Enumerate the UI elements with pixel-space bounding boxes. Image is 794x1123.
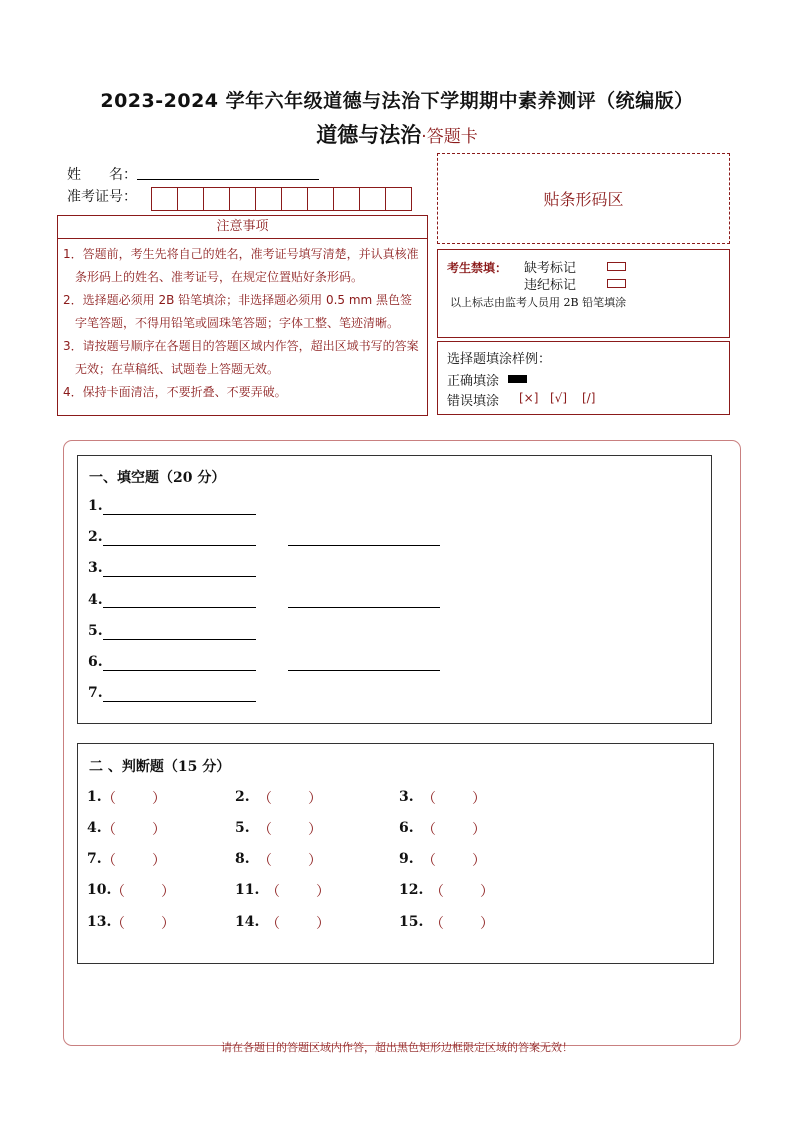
id-digit-box[interactable] (385, 187, 412, 211)
blank-number: 2. (88, 529, 103, 545)
answer-bracket[interactable]: （ ） (102, 822, 166, 838)
question-number: 14. (235, 914, 260, 930)
wrong-mark-x: [×] (519, 391, 539, 405)
id-digit-box[interactable] (151, 187, 178, 211)
answer-line[interactable] (103, 606, 256, 608)
question-number: 6. (399, 820, 414, 836)
question-number: 7. (87, 851, 102, 867)
notice-item: 2．选择题必须用 2B 铅笔填涂；非选择题必须用 0.5 mm 黑色签字笔答题，不得用铅笔或圆珠笔答题；字体工整、笔迹清晰。 (63, 293, 413, 330)
id-digit-box[interactable] (203, 187, 230, 211)
subject-name: 道德与法治 (316, 123, 422, 147)
subject-title (0, 119, 794, 149)
name-label: 姓 名： (67, 167, 137, 183)
answer-line[interactable] (103, 544, 256, 546)
name-field[interactable] (137, 178, 319, 180)
id-digit-box[interactable] (255, 187, 282, 211)
answer-line[interactable] (288, 544, 440, 546)
wrong-mark-check: [√] (550, 391, 568, 405)
section2-title: 二 、判断题（15 分） (89, 759, 231, 775)
id-number-boxes[interactable] (151, 187, 411, 211)
blank-number: 5. (88, 623, 103, 639)
answer-line[interactable] (288, 606, 440, 608)
answer-bracket[interactable]: （ ） (102, 853, 166, 869)
question-number: 12. (399, 882, 424, 898)
absent-label: 缺考标记 (524, 261, 577, 276)
absent-mark-box[interactable] (607, 262, 626, 271)
forbidden-fill-box (437, 249, 730, 338)
id-digit-box[interactable] (359, 187, 386, 211)
section1-title: 一、填空题（20 分） (89, 470, 226, 486)
question-number: 3. (399, 789, 414, 805)
forbidden-title: 考生禁填： (447, 261, 508, 275)
answer-bracket[interactable]: （ ） (422, 853, 486, 869)
blank-number: 3. (88, 560, 103, 576)
id-digit-box[interactable] (281, 187, 308, 211)
blank-number: 1. (88, 498, 103, 514)
notice-box (57, 215, 428, 416)
exam-title: 2023-2024 学年六年级道德与法治下学期期中素养测评（统编版） (100, 90, 694, 112)
question-number: 13. (87, 914, 112, 930)
answer-bracket[interactable]: （ ） (111, 916, 175, 932)
forbidden-note: 以上标志由监考人员用 2B 铅笔填涂 (450, 296, 627, 309)
question-number: 5. (235, 820, 250, 836)
answer-bracket[interactable]: （ ） (111, 884, 175, 900)
answer-bracket[interactable]: （ ） (102, 791, 166, 807)
correct-fill-sample (508, 375, 527, 383)
question-number: 2. (235, 789, 250, 805)
blank-number: 7. (88, 685, 103, 701)
question-number: 15. (399, 914, 424, 930)
question-number: 10. (87, 882, 112, 898)
fill-sample-box (437, 341, 730, 415)
sample-title: 选择题填涂样例： (447, 352, 552, 367)
answer-line[interactable] (103, 700, 256, 702)
notice-item: 1．答题前，考生先将自己的姓名，准考证号填写清楚，并认真核准条形码上的姓名、准考证号，在规定位置贴好条形码。 (63, 247, 419, 284)
judgement-section (77, 743, 714, 964)
violation-label: 违纪标记 (524, 278, 577, 293)
blank-number: 4. (88, 592, 103, 608)
wrong-mark-slash: [/] (582, 391, 596, 405)
answer-bracket[interactable]: （ ） (422, 791, 486, 807)
notice-title: 注意事项 (58, 216, 427, 239)
answer-line[interactable] (103, 513, 256, 515)
correct-fill-label: 正确填涂 (447, 374, 500, 389)
answer-bracket[interactable]: （ ） (258, 853, 322, 869)
blank-number: 6. (88, 654, 103, 670)
answer-line[interactable] (103, 575, 256, 577)
answer-bracket[interactable]: （ ） (430, 884, 494, 900)
answer-bracket[interactable]: （ ） (430, 916, 494, 932)
question-number: 4. (87, 820, 102, 836)
question-number: 9. (399, 851, 414, 867)
answer-bracket[interactable]: （ ） (258, 791, 322, 807)
answer-bracket[interactable]: （ ） (258, 822, 322, 838)
notice-item: 3．请按题号顺序在各题目的答题区域内作答，超出区域书写的答案无效；在草稿纸、试题卷上答题无效。 (63, 339, 419, 376)
barcode-label: 贴条形码区 (543, 190, 624, 209)
fill-blank-section (77, 455, 712, 724)
answer-bracket[interactable]: （ ） (266, 884, 330, 900)
answer-card-label: ·答题卡 (421, 127, 478, 147)
answer-line[interactable] (288, 669, 440, 671)
id-digit-box[interactable] (333, 187, 360, 211)
wrong-fill-label: 错误填涂 (447, 394, 500, 409)
id-digit-box[interactable] (177, 187, 204, 211)
footer-warning: 请在各题目的答题区域内作答，超出黑色矩形边框限定区域的答案无效！ (221, 1041, 573, 1054)
question-number: 1. (87, 789, 102, 805)
question-number: 11. (235, 882, 260, 898)
id-digit-box[interactable] (229, 187, 256, 211)
id-label: 准考证号： (67, 189, 137, 205)
question-number: 8. (235, 851, 250, 867)
violation-mark-box[interactable] (607, 279, 626, 288)
barcode-area (437, 153, 730, 244)
answer-line[interactable] (103, 638, 256, 640)
notice-item: 4．保持卡面清洁，不要折叠、不要弄破。 (63, 385, 287, 399)
answer-line[interactable] (103, 669, 256, 671)
answer-bracket[interactable]: （ ） (422, 822, 486, 838)
answer-bracket[interactable]: （ ） (266, 916, 330, 932)
id-digit-box[interactable] (307, 187, 334, 211)
